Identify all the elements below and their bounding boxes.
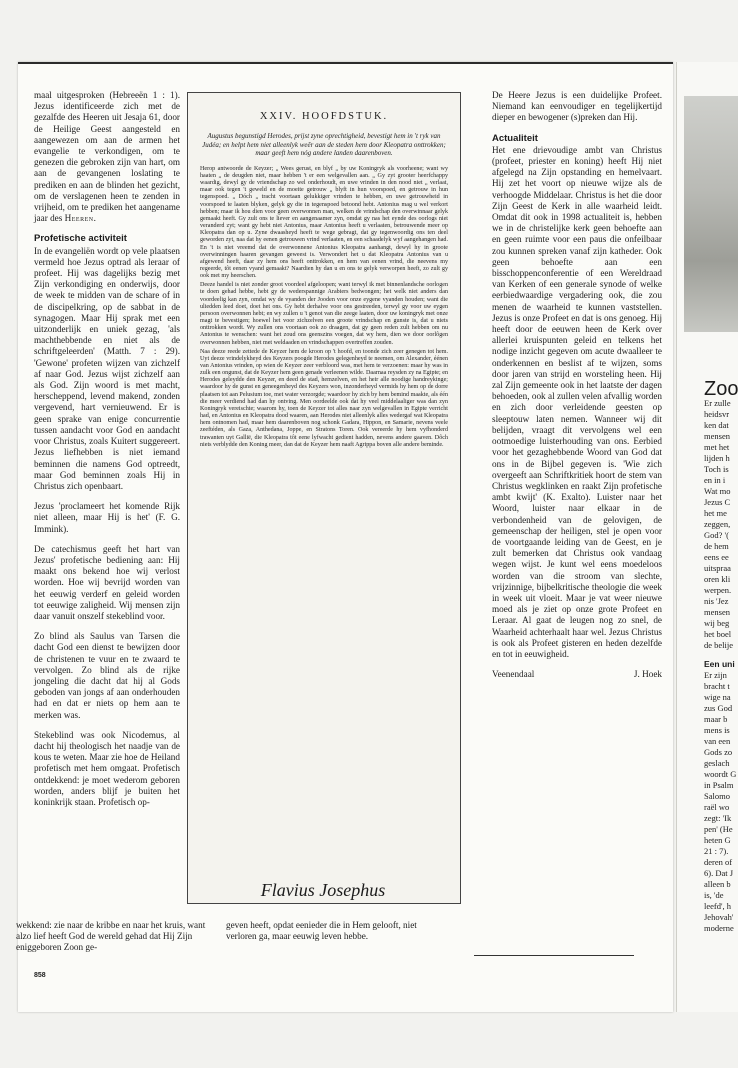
byline-place: Veenendaal — [492, 669, 535, 680]
next-page-line: ken dat — [704, 420, 729, 430]
left-p4: De catechismus geeft het hart van Jezus' profetische bediening aan: Hij maakt ons bekend hoe wij verlost worden. Hoe wij bevrijd worden van het eeuwig verderf en geleid worden tot eeuwige zaligheid. Wij mensen zijn daar vanuit onszelf stekeblind voor. — [34, 543, 180, 621]
closing-rule — [474, 955, 634, 956]
bottom-line-1: wekkend: zie naar de kribbe en naar het kruis, want alzo lief heeft God de wereld gehad dat Hij Zijn eniggeboren Zoon ge- — [16, 920, 206, 953]
next-page-text — [704, 398, 738, 934]
next-page-line: wige na — [704, 692, 731, 702]
next-page-line: maar b — [704, 714, 728, 724]
chapter-body-p3: Naa deeze reede zettede de Keyzer hem de kroon op 't hoofd, en toonde zich zeer genegen tot hem. Uyt deeze vrindelykheyd des Keyzers poogde Herodes gelegenheyd te neemen, om Alexander, éénen van Antonius vrinden, op wien de Keyzer zeer verbloord was, met hem te verzoenen: maar hy was in zulk een ongunst, dat de Keyzer hem geen genade verleenen wilde. Daarnaa reysden zy na Egipte; en Herodes geleydde den Keyzer, en deed de stad, hemzelven, en het heir alle noodige handreykinge; waardoor hy de gunst en geneegenheyd des Keyzers won, inzonderheyd vermids hy hem op de dorre plaatsen tot aan Pelusium toe, met water verzorgde; waardoor hy zich by hem bemind maakte, als één die meer verdiend had dan hy ontving. Men oordeelde ook dat hy veel middelaaliger was dan zyn Koningryk vereischte; waarom hy, toen de Keyzer tot alles naar zyn welgevallen in Egipte verricht had, en Antonius en Kleopatra dood waaren, aan Herodes niet alleenlyk alles wedergaf wat Kleopatra hem ontnomen had, maar hem daarenboven nog schonk Gadara, Hippon, en Samarie, nevens veele zeeftéden, als Gaza, Anthedana, Joppe, en Stratons Toren. Ook vereerde hy hem vyfhonderd trawanten uyt Gallië, die Kleopatra tôt eene lyfwacht gedient hadden, nevens andere gaaven. Dôch niets verblydde den Koning meer, dan dat de Keyzer hem naaft Agrippa boven alle andere beminde. — [200, 348, 448, 448]
next-page-line: Er zulle — [704, 398, 731, 408]
next-page-line: lijden h — [704, 453, 730, 463]
next-page-line: Toch is — [704, 464, 729, 474]
next-page-line: Jehovah' — [704, 912, 734, 922]
chapter-title: XXIV. HOOFDSTUK. — [259, 111, 389, 122]
next-page-title: Zoo — [704, 378, 738, 400]
next-page-line: zeggen, — [704, 519, 731, 529]
next-page-line: deren of — [704, 857, 733, 867]
left-p5: Zo blind als Saulus van Tarsen die dacht God een dienst te bewijzen door de christenen te vuur en te zwaard te vervolgen. Zo blind als de rijke jongeling die dacht dat hij al Gods geboden van jongs af aan onderhouden had en dat er niets op hem aan te merken was. — [34, 631, 180, 720]
next-page-line: in Psalm — [704, 780, 734, 790]
chapter-summary: Augustus begunstigd Herodes, prijst zyne oprechtigheid, bevestigt hem in 't ryk van Judéa; en helpt hem niet alleenlyk weêr aan de steden hem door Kleopatra onttrokken; maar geeft hem nóg andere landen daarenboven. — [202, 132, 446, 158]
chapter-body — [200, 166, 448, 449]
next-page-line: uitspraa — [704, 563, 731, 573]
next-page-line: mens is — [704, 725, 730, 735]
next-page-line: moderne — [704, 923, 734, 933]
next-page-line: met het — [704, 442, 730, 452]
next-page-line: van een — [704, 736, 731, 746]
left-p6: Stekeblind was ook Nicodemus, al dacht hij theologisch het naadje van de kous te weten. Maar zie hoe de Heiland profetisch met hem omgaat. Profetisch ontdekkend: je moet wederom geboren worden, anders blijf je buiten het koninkrijk staan. Profetisch op- — [34, 729, 180, 807]
next-page-line: Gods zo — [704, 747, 733, 757]
next-page-line: de hem — [704, 541, 729, 551]
next-page-line: Jezus C — [704, 497, 731, 507]
byline — [492, 669, 662, 680]
bottom-line-2: geven heeft, opdat eenieder die in Hem gelooft, niet verloren ga, maar eeuwig leven hebbe. — [226, 920, 417, 942]
byline-author: J. Hoek — [633, 669, 662, 680]
left-p1-end: Heeren. — [64, 213, 97, 224]
page-number: 858 — [34, 972, 46, 979]
next-page-line: leefd', h — [704, 901, 732, 911]
next-page-line: woordt G — [704, 769, 737, 779]
left-column — [34, 90, 180, 817]
next-page-line: 21 : 7). — [704, 846, 729, 856]
next-page-line: mensen — [704, 431, 730, 441]
next-page-line: God? '( — [704, 530, 729, 540]
left-p1: maal uitgesproken (Hebreeën 1 : 1). Jezus identificeerde zich met de gezalfde des Heeren uit Jesaja 61, door de Heilige Geest aangesteld en aangewezen om aan de armen het evangelie te verkondigen, om te genezen die gebroken zijn van hart, om aan de gevangenen loslating te prediken en aan de blinden het gezicht, om de verslagenen heen te zenden in vrijheid, om te prediken het aangename jaar des — [34, 90, 180, 224]
bottom-text — [16, 920, 436, 954]
next-page-line: wij beg — [704, 618, 730, 628]
heading-profetische-activiteit: Profetische activiteit — [34, 233, 127, 245]
next-page-line: oren kli — [704, 574, 731, 584]
next-page-photo — [684, 96, 738, 332]
josephus-excerpt-scroll — [187, 92, 461, 904]
next-page-line: is, 'de — [704, 890, 724, 900]
left-p2: In de evangeliën wordt op vele plaatsen vermeld hoe Jezus optrad als leraar of profeet. Hij was dagelijks bezig met Zijn verkondiging en onderwijs, door de week te midden van de schare of in de discipelkring, op de sabbat in de synagogen. Maar Hij sprak met een uitzonderlijk en uniek gezag, 'als machthebbende en niet als de schriftgeleerden' (Matth. 7 : 29). 'Gewone' profeten wijzen van zichzelf af naar God. Jezus wijst zichzelf aan als God. Zijn woord is met macht, herscheppend, levend makend, zonden vergevend, hart vernieuwend. Er is geen sprake van enige concurrentie tussen aandacht voor God en aandacht voor Christus, zoals Kuitert suggereert. Jezus liefhebben is niet iemand beminnen die namens God optreedt, maar God beminnen zoals Hij in Christus zich openbaart. — [34, 245, 180, 491]
left-p3: Jezus 'proclameert het komende Rijk niet alleen, maar Hij is het' (F. G. Immink). — [34, 501, 180, 534]
next-page-line: geslach — [704, 758, 730, 768]
next-page-line: de belije — [704, 640, 734, 650]
chapter-body-p1: Herop antwoorde de Keyzer; „ Wees gerust, en blyf „ by uw Koningryk als voorheene; want wy haaten „ de deugden niet, maar hebben 't er een welgevallen aan. „ Gy zyt grooter heerfchappy waardig, dewyl gy de vriendschap zo wel onderhoudt, en uwe vrinden in den nood niet „ verlaat, maar ook tegen 't geweld en de moeite getrouw „ blyft in hun voorspoed, en getrouw in hun tegenspoed. „ Dóch „ tracht voortaan gelukkiger vrinden te hebben, en uwe getrouwheid in voorspoed te laaten blyken, gelyk gy die in tegenspoed betoond hebt. Antonius mag u wel verkort hebben; maar ik hou dien voor geen overwonnen man, welken de vrindschap den overwinnaar gelyk gemaakt heeft. Gy zult ons te liever en aangenaamer zyn, omdat gy nas het eynde des oorlogs niet veranderd zyt; want gy hebt niet Antonius, maar Antonius heeft u verlaaten, betrouwende meer op Kleopatra dan op u. Zyne dwaasheyd heeft te wege gebragt, dat gy tegenwoordig ons ten deel geworden zyt, naa dat hy eenen getrouwen vrind verlaaten, en een schaadelyk wyf aangehangen had. En 't is niet vreemd dat de overwonnene Antonius Kleopatra aanhangt, dewyl hy in groote overwinningen haaren gevangen geweest is. Verwondert het u dat Kleopatra Antonius van u afgewend heeft, daar zy hem ons heeft onttrokken, en hem van eenen vrind, die neevens my regeerde, tôt eenen vyand gemaakt? Naardien hy dan u en ons te gelyk verworpen heeft, zo zult gy ook met my heerschen. — [200, 165, 448, 280]
next-page-line: werpen. — [704, 585, 732, 595]
right-column — [492, 90, 662, 680]
right-p2: Het ene drievoudige ambt van Christus (profeet, priester en koning) heeft Hij niet afgelegd na Zijn opstanding en hemelvaart. Hij zet het voort op nieuwe wijze als de verhoogde Middelaar. Christus is het die door Zijn Geest de Kerk in alle waarheid leidt. Omdat dit ook in 1998 actualiteit is, hebben we in de christelijke kerk geen behoefte aan en geen ruimte voor een paus die onfeilbaar zou kunnen spreken vanaf zijn katheder. Ook geen behoefte aan een bisschoppenconferentie of een Wereldraad van Kerken of een generale synode of welke eerbiedwaardige vergadering ook, die zou menen de waarheid te kunnen vaststellen. Jezus is onze Profeet en dat is ons genoeg. Hij heeft door de eeuwen heen de Kerk over allerlei kruispunten geleid en telkens het nodige inzicht gegeven om acute dwaalleer te onderkennen en beslist af te wijzen, soms door jaren van strijd en worsteling heen. Hij zal Zijn gemeente ook in het laatste der dagen behoeden, ook al zullen velen afvallig worden en zich door verleidende geesten op sleeptouw laten nemen. Wanneer wij dit belijden, vraagt dit vervolgens wel een ootmoedige luisterhouding van ons. Eerbied voor het gezaghebbende Woord van God dat ons in de Bijbel gegeven is. 'Wie zich overgeeft aan Schriftkritiek hoort de stem van Christus wegklinken en raakt Zijn profetische ambt kwijt' (K. Exalto). Luister naar het Woord, luister naar elkaar in de verbondenheid van de gelovigen, de gemeenschap der heiligen, stel je open voor de voortgaande leiding van de Geest, en je zult bemerken dat Christus ook vandaag wegen wijst. Je kunt wel eens moedeloos worden van die stroom van slechte, vrijzinnige, bijbelkritische theologie die week in week uit vloeit. Maar je vat weer nieuwe moed als je ziet op onze grote Profeet en Leraar. Al gaat de leugen nog zo snel, de Waarheid achterhaalt haar wel. Jezus Christus is ook als Profeet gisteren en heden dezelfde en tot in eeuwigheid. — [492, 144, 662, 659]
next-page-line: heten G — [704, 835, 731, 845]
next-page-line: raël wo — [704, 802, 730, 812]
next-page-line: Salomo — [704, 791, 730, 801]
chapter-body-p2: Deeze handel is niet zonder groot voordeel afgeloopen; want terwyl ik met binnenlandsche oorlogen te doen gehad hebbe, hebt gy de wederspannige Arabiers bedwongen; het welk niet anders dan voordeelig kan zyn, omdat wy de vyanden der Jooden voor onze eygene vyanden houden; want die uliedden leed doet, doet het ons. Gy hebt derhalve voor ons gestreeden, terwyl gy voor uw eygen persoon overwonnen hebt; en wy zullen u 't genot van die zeege laaten, door uw koningryk met onze magt te bevestigen; hoewel het voor zichzelven een groote vrindschap en gunste is, dat u niets onttrokken wordt. Wy zullen ons voortaan ook zo draagen, dat gy geen reden zult hebben om nu Antonius te wenschen: want het zoud ons geenszins voegen, dat wy hem, dien we door oorlôgen overwonnen hebben, niet met weldaaden en vrindschappen overtreffen zouden. — [200, 282, 448, 346]
next-page-heading: Een uni — [704, 659, 735, 669]
next-page-line: heidsvr — [704, 409, 730, 419]
next-page-line: het boel — [704, 629, 732, 639]
next-page-line: Wat mo — [704, 486, 731, 496]
heading-actualiteit: Actualiteit — [492, 132, 538, 144]
next-page-line: het me — [704, 508, 727, 518]
next-page-line: zegt: 'Ik — [704, 813, 732, 823]
next-page-line: mensen — [704, 607, 730, 617]
right-p1: De Heere Jezus is een duidelijke Profeet. Niemand kan eenvoudiger en tegelijkertijd dieper en bewogener (s)preken dan Hij. — [492, 90, 662, 123]
josephus-signature: Flavius Josephus — [260, 880, 386, 900]
next-page-line: en in i — [704, 475, 726, 485]
next-page-line: Er zijn — [704, 670, 727, 680]
next-page-line: nis 'Jez — [704, 596, 729, 606]
next-page-line: bracht t — [704, 681, 730, 691]
next-page-line: zus God — [704, 703, 733, 713]
next-page-line: alleen b — [704, 879, 731, 889]
next-page-line: pen' (He — [704, 824, 733, 834]
next-page-line: eens ee — [704, 552, 729, 562]
next-page-line: 6). Dat J — [704, 868, 734, 878]
